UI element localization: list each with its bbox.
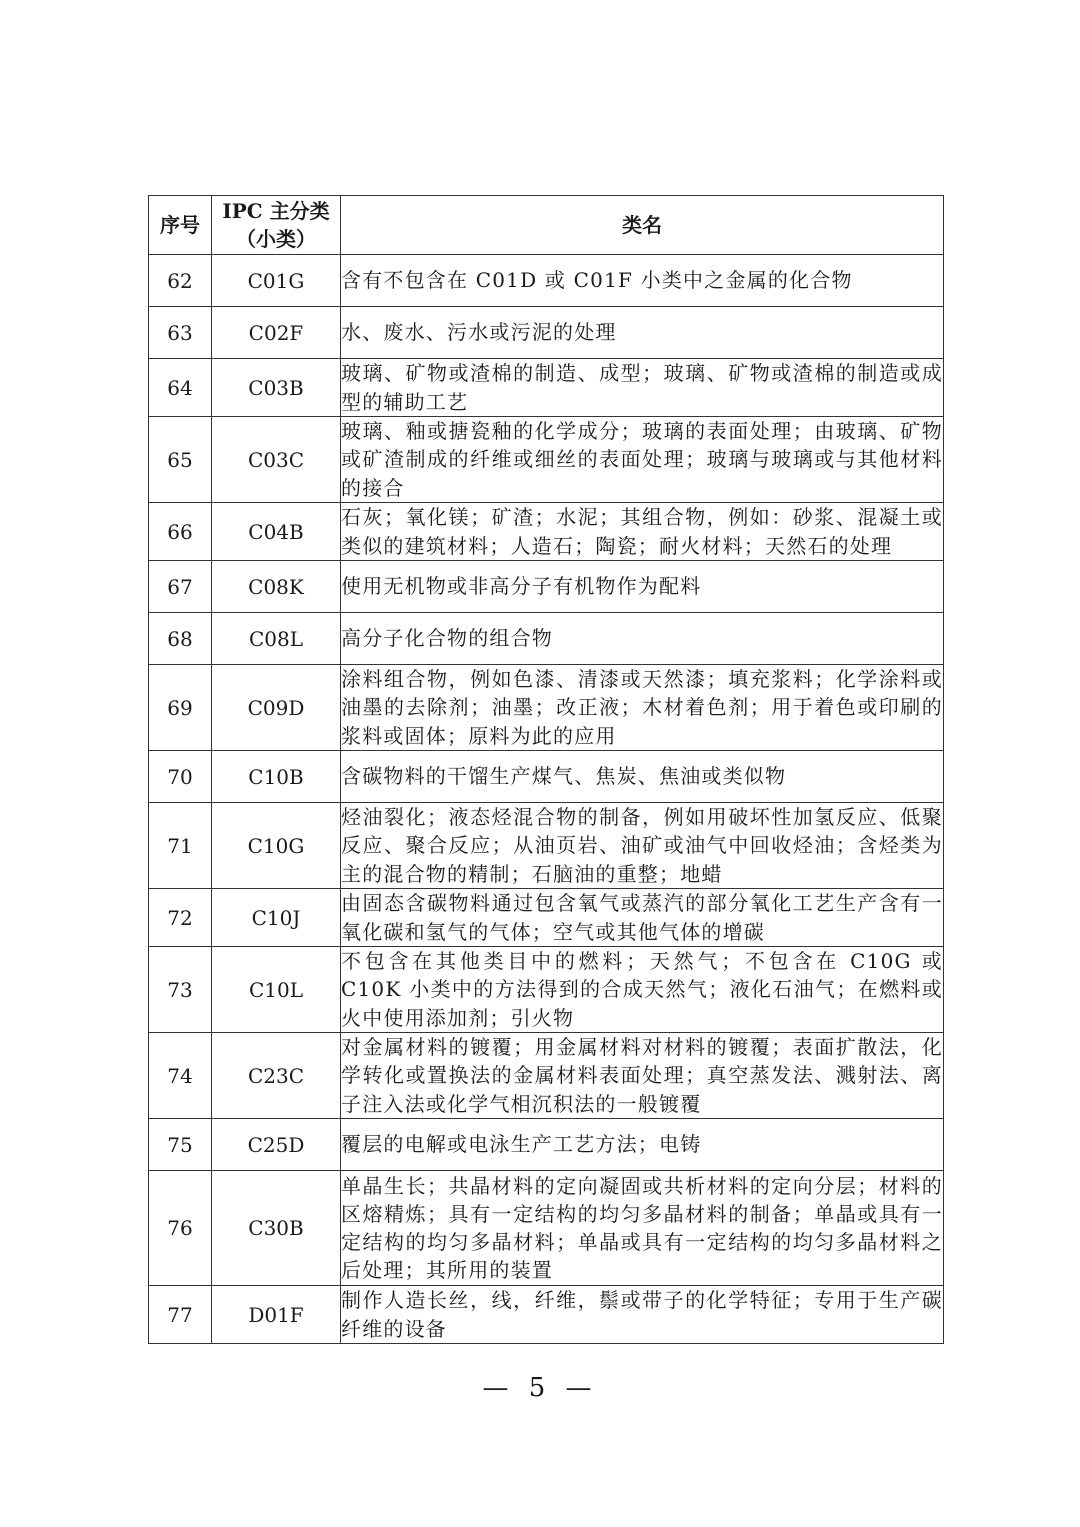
table-row (149, 1171, 944, 1286)
table-row (149, 803, 944, 889)
row-class-name: 不包含在其他类目中的燃料；天然气；不包含在 C10G 或 C10K 小类中的方法得到的合成天然气；液化石油气；在燃料或火中使用添加剂；引火物 (341, 947, 944, 1033)
table-row (149, 503, 944, 561)
row-class-name: 水、废水、污水或污泥的处理 (341, 307, 944, 359)
row-class-name: 含有不包含在 C01D 或 C01F 小类中之金属的化合物 (341, 255, 944, 307)
row-class-name: 高分子化合物的组合物 (341, 613, 944, 665)
page-number: — 5 — (482, 1373, 598, 1403)
row-ipc-code: D01F (212, 1286, 341, 1344)
table-row (149, 1033, 944, 1119)
row-class-name: 烃油裂化；液态烃混合物的制备，例如用破坏性加氢反应、低聚反应、聚合反应；从油页岩、油矿或油气中回收烃油；含烃类为主的混合物的精制；石脑油的重整；地蜡 (341, 803, 944, 889)
table-row (149, 889, 944, 947)
row-num: 77 (149, 1286, 212, 1344)
row-class-name: 石灰；氧化镁；矿渣；水泥；其组合物，例如：砂浆、混凝土或类似的建筑材料；人造石；陶瓷；耐火材料；天然石的处理 (341, 503, 944, 561)
table-row (149, 307, 944, 359)
row-class-name: 涂料组合物，例如色漆、清漆或天然漆；填充浆料；化学涂料或油墨的去除剂；油墨；改正液；木材着色剂；用于着色或印刷的浆料或固体；原料为此的应用 (341, 665, 944, 751)
row-ipc-code: C09D (212, 665, 341, 751)
row-num: 73 (149, 947, 212, 1033)
row-num: 70 (149, 751, 212, 803)
header-ipc (212, 196, 341, 255)
row-num: 75 (149, 1119, 212, 1171)
header-ipc-line2: （小类） (236, 227, 316, 251)
table-row (149, 665, 944, 751)
row-num: 72 (149, 889, 212, 947)
row-class-name: 使用无机物或非高分子有机物作为配料 (341, 561, 944, 613)
table-row (149, 751, 944, 803)
row-ipc-code: C30B (212, 1171, 341, 1286)
row-class-name: 单晶生长；共晶材料的定向凝固或共析材料的定向分层；材料的区熔精炼；具有一定结构的均匀多晶材料的制备；单晶或具有一定结构的均匀多晶材料；单晶或具有一定结构的均匀多晶材料之后处理；其所用的装置 (341, 1171, 944, 1286)
table-row (149, 359, 944, 417)
row-num: 67 (149, 561, 212, 613)
row-ipc-code: C08K (212, 561, 341, 613)
row-class-name: 玻璃、釉或搪瓷釉的化学成分；玻璃的表面处理；由玻璃、矿物或矿渣制成的纤维或细丝的表面处理；玻璃与玻璃或与其他材料的接合 (341, 417, 944, 503)
table-header-row (149, 196, 944, 255)
row-ipc-code: C10B (212, 751, 341, 803)
ipc-classification-table (148, 195, 944, 1344)
row-num: 66 (149, 503, 212, 561)
row-ipc-code: C04B (212, 503, 341, 561)
table-row (149, 561, 944, 613)
row-num: 64 (149, 359, 212, 417)
row-ipc-code: C02F (212, 307, 341, 359)
row-num: 71 (149, 803, 212, 889)
row-class-name: 对金属材料的镀覆；用金属材料对材料的镀覆；表面扩散法，化学转化或置换法的金属材料表面处理；真空蒸发法、溅射法、离子注入法或化学气相沉积法的一般镀覆 (341, 1033, 944, 1119)
table-row (149, 255, 944, 307)
table-row (149, 417, 944, 503)
row-ipc-code: C10G (212, 803, 341, 889)
row-class-name: 覆层的电解或电泳生产工艺方法；电铸 (341, 1119, 944, 1171)
table-row (149, 947, 944, 1033)
row-class-name: 由固态含碳物料通过包含氧气或蒸汽的部分氧化工艺生产含有一氧化碳和氢气的气体；空气或其他气体的增碳 (341, 889, 944, 947)
row-ipc-code: C23C (212, 1033, 341, 1119)
row-ipc-code: C10J (212, 889, 341, 947)
row-ipc-code: C10L (212, 947, 341, 1033)
row-ipc-code: C03B (212, 359, 341, 417)
row-ipc-code: C01G (212, 255, 341, 307)
row-num: 63 (149, 307, 212, 359)
header-name: 类名 (341, 196, 944, 255)
row-ipc-code: C03C (212, 417, 341, 503)
row-num: 62 (149, 255, 212, 307)
row-ipc-code: C08L (212, 613, 341, 665)
row-num: 76 (149, 1171, 212, 1286)
row-num: 69 (149, 665, 212, 751)
row-num: 65 (149, 417, 212, 503)
row-num: 74 (149, 1033, 212, 1119)
row-ipc-code: C25D (212, 1119, 341, 1171)
row-num: 68 (149, 613, 212, 665)
row-class-name: 含碳物料的干馏生产煤气、焦炭、焦油或类似物 (341, 751, 944, 803)
header-num: 序号 (149, 196, 212, 255)
header-ipc-line1: IPC 主分类 (222, 199, 330, 223)
table-row (149, 1286, 944, 1344)
row-class-name: 制作人造长丝，线，纤维，鬃或带子的化学特征；专用于生产碳纤维的设备 (341, 1286, 944, 1344)
row-class-name: 玻璃、矿物或渣棉的制造、成型；玻璃、矿物或渣棉的制造或成型的辅助工艺 (341, 359, 944, 417)
table-row (149, 1119, 944, 1171)
table-row (149, 613, 944, 665)
